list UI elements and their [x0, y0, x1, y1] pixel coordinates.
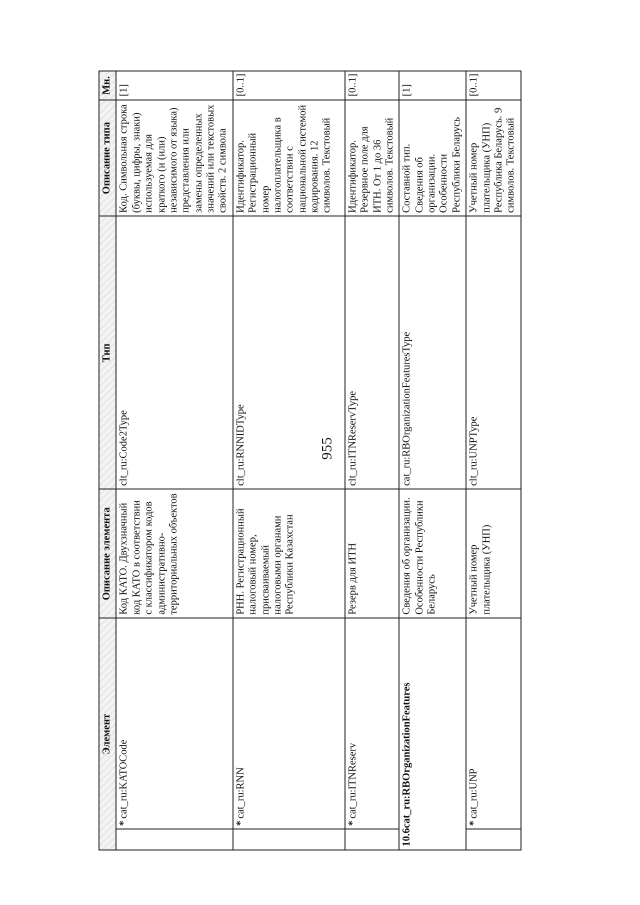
row-element-desc: РНН. Регистрационный налоговый номер, присваиваемый налоговыми органами Республики Казахстан: [232, 489, 344, 618]
header-type-desc: Описание типа: [99, 99, 116, 215]
row-type: clt_ru:RNNIDType: [232, 216, 344, 489]
page-number: 955: [319, 437, 336, 460]
row-element: [344, 618, 399, 829]
row-type-desc: Составной тип. Сведения об организации. Особенности Республики Беларусь: [399, 99, 466, 215]
row-type-desc: Учетный номер плательщика (УНП) Республика Беларусь. 9 символов. Текстовый: [466, 99, 521, 215]
row-element: [399, 618, 466, 850]
row-element-desc: Резерв для ИТН: [344, 489, 399, 618]
row-element-name: cat_ru:KATOCode: [118, 739, 130, 819]
row-type-desc: Идентификатор. Регистрационный номер налогоплательщика в соответствии с национальной системой кодирования. 12 символов. Текстовый: [232, 99, 344, 215]
table-row: [116, 71, 232, 850]
element-table: [98, 70, 521, 850]
row-type: clt_ru:UNPType: [466, 216, 521, 489]
row-type: clt_ru:Code2Type: [116, 216, 232, 489]
row-type: cat_ru:RBOrganizationFeaturesType: [399, 216, 466, 489]
table-header-row: [99, 71, 116, 850]
table-row: [466, 71, 521, 850]
row-number: 10.6: [401, 827, 413, 846]
row-number: [344, 829, 399, 850]
row-marker: *: [234, 820, 246, 826]
row-number: [232, 829, 344, 850]
document-table-wrapper: [98, 70, 517, 850]
row-element: [116, 618, 232, 829]
row-element-desc: Сведения об организации. Особенности Республики Беларусь: [399, 489, 466, 618]
row-type-desc: Код. Символьная строка (буквы, цифры, знаки) используемая для краткого (и (или) независимого от языка) представления или замены определенных значений или текстовых свойств. 2 символа: [116, 99, 232, 215]
table-row: [344, 71, 399, 850]
row-marker: *: [468, 820, 480, 826]
row-number: [466, 829, 521, 850]
row-marker: *: [118, 820, 130, 826]
row-mn: [0..1]: [232, 71, 344, 100]
table-row: [232, 71, 344, 850]
row-mn: [1]: [116, 71, 232, 100]
row-element-name: cat_ru:RBOrganizationFeatures: [401, 682, 413, 828]
header-element-desc: Описание элемента: [99, 489, 116, 618]
row-mn: [0..1]: [344, 71, 399, 100]
row-element-name: cat_ru:UNP: [468, 767, 480, 819]
row-mn: [0..1]: [466, 71, 521, 100]
header-mn: Мн.: [99, 71, 116, 100]
row-element-desc: Учетный номер плательщика (УНП): [466, 489, 521, 618]
row-element-desc: Код КАТО. Двухзначный код КАТО в соответствии с классификатором кодов административно-территориальных объектов: [116, 489, 232, 618]
header-element: Элемент: [99, 618, 116, 850]
row-element: [466, 618, 521, 829]
row-mn: [1]: [399, 71, 466, 100]
row-element: [232, 618, 344, 829]
row-number: [116, 829, 232, 850]
row-type: clt_ru:ITNReservType: [344, 216, 399, 489]
row-marker: *: [346, 820, 358, 826]
row-type-desc: Идентификатор. Резервное поле для ИТН. От 1 до 36 символов. Текстовый: [344, 99, 399, 215]
row-element-name: cat_ru:RNN: [234, 766, 246, 819]
table-row: [399, 71, 466, 850]
row-element-name: cat_ru:ITNReserv: [346, 742, 358, 819]
header-type: Тип: [99, 216, 116, 489]
